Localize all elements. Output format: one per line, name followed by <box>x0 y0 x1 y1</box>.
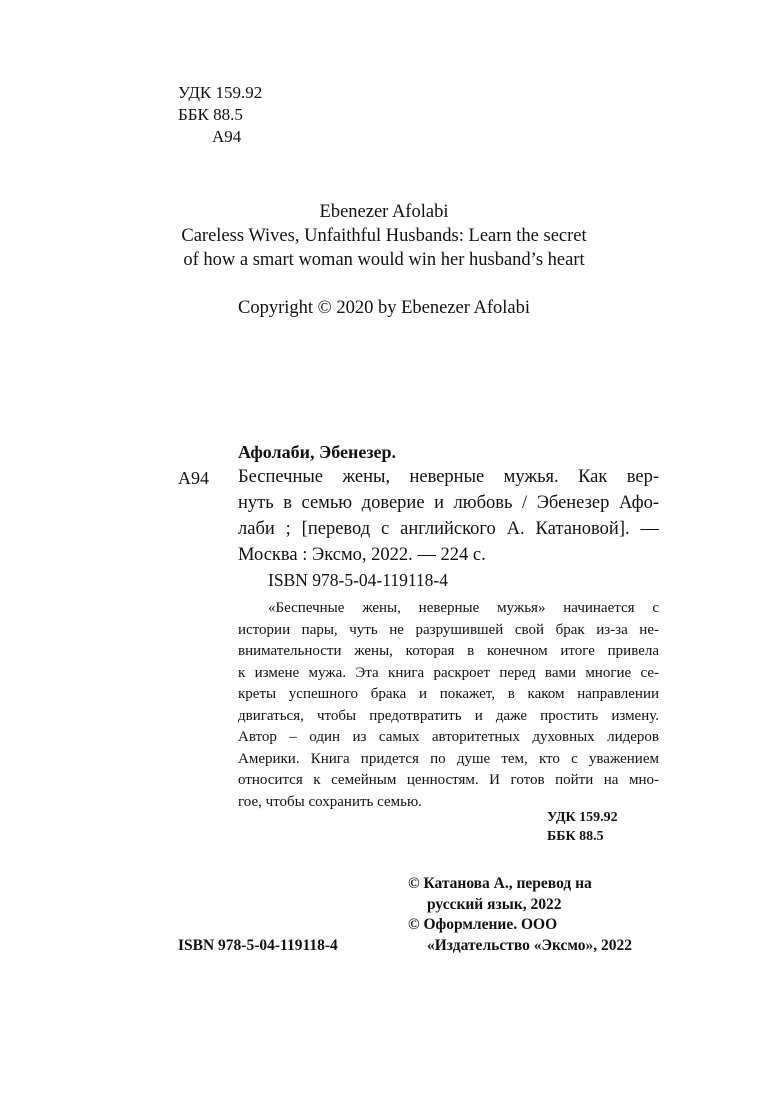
original-title-line: of how a smart woman would win her husband’s heart <box>183 250 585 270</box>
annotation <box>238 598 659 813</box>
bbk-code-bottom: ББК 88.5 <box>547 829 604 844</box>
original-edition-info <box>0 200 768 272</box>
catalog-codes <box>178 82 262 148</box>
author-mark: А94 <box>212 127 242 146</box>
original-author: Ebenezer Afolabi <box>319 202 449 222</box>
annotation-line: относится к семейным ценностям. И готов пойти на мно- <box>238 772 659 788</box>
entry-line: нуть в семью доверие и любовь / Эбенезер Афо- <box>238 493 659 513</box>
rights-line: русский язык, 2022 <box>427 895 562 913</box>
entry-line: Беспечные жены, неверные мужья. Как вер- <box>238 467 659 487</box>
bbk-code: ББК 88.5 <box>178 105 243 124</box>
annotation-line: внимательности жены, которая в конечном итоге привела <box>238 643 659 659</box>
udk-code-bottom: УДК 159.92 <box>547 810 618 825</box>
annotation-line: «Беспечные жены, неверные мужья» начинается с <box>268 600 659 616</box>
rights-notice <box>408 874 632 956</box>
udk-code: УДК 159.92 <box>178 83 263 102</box>
original-copyright: Copyright © 2020 by Ebenezer Afolabi <box>237 298 530 318</box>
annotation-line: гое, чтобы сохранить семью. <box>238 793 422 810</box>
entry-code: А94 <box>178 468 209 488</box>
annotation-line: к измене мужа. Эта книга раскроет перед вами многие се- <box>238 664 659 681</box>
annotation-line: Америки. Книга придется по душе тем, кто с уважением <box>238 750 659 767</box>
annotation-line: креты успешного брака и покажет, в каком направлении <box>238 686 659 702</box>
catalog-codes-bottom <box>547 808 618 846</box>
bibliographic-entry <box>238 464 659 568</box>
annotation-line: двигаться, чтобы предотвратить и даже простить измену. <box>238 707 659 724</box>
rights-line: © Катанова А., перевод на <box>408 875 592 892</box>
annotation-line: истории пары, чуть не разрушившей свой брак из-за не- <box>238 621 659 638</box>
rights-line: © Оформление. ООО <box>408 916 558 933</box>
entry-isbn: ISBN 978-5-04-119118-4 <box>268 570 449 590</box>
entry-line: лаби ; [перевод с английского А. Катановой]. — <box>238 519 659 539</box>
isbn-bottom: ISBN 978-5-04-119118-4 <box>178 937 338 954</box>
original-title-line: Careless Wives, Unfaithful Husbands: Learn the secret <box>181 226 587 246</box>
annotation-line: Автор – один из самых авторитетных духовных лидеров <box>238 729 659 745</box>
entry-author-heading: Афолаби, Эбенезер. <box>238 442 397 462</box>
rights-line: «Издательство «Эксмо», 2022 <box>427 936 633 954</box>
entry-line: Москва : Эксмо, 2022. — 224 с. <box>238 545 486 565</box>
